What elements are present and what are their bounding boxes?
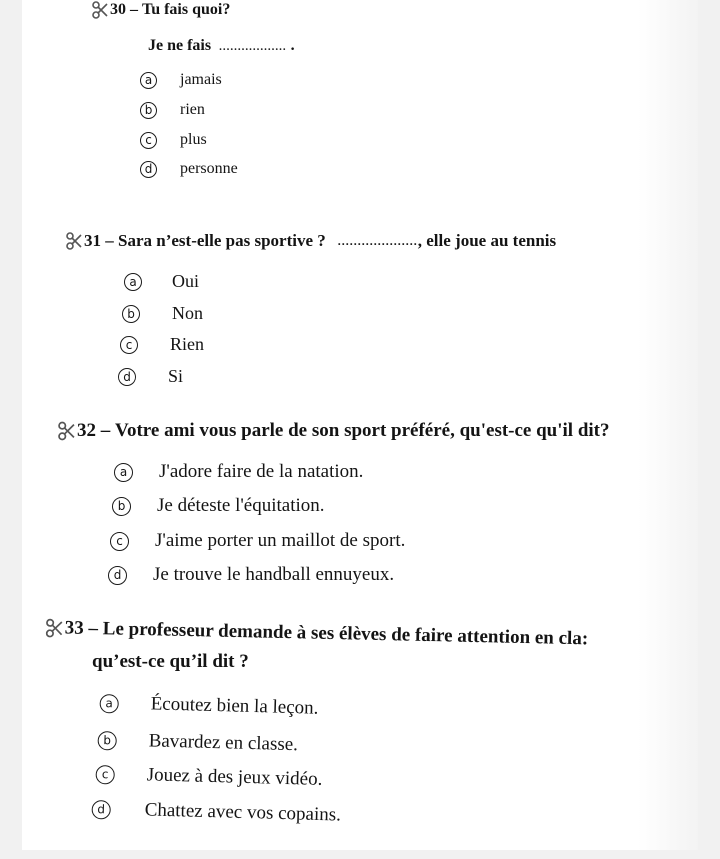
option-letter: b <box>112 497 131 516</box>
option-text: Jouez à des jeux vidéo. <box>146 764 323 790</box>
question-31-number: 31 – <box>84 231 114 250</box>
question-30-stem <box>148 37 295 55</box>
option-letter: b <box>97 730 116 749</box>
option-text: plus <box>180 131 207 148</box>
option-text: Non <box>172 303 203 323</box>
option-letter: c <box>120 336 138 354</box>
option-letter: a <box>124 273 142 291</box>
option-letter: d <box>91 799 110 818</box>
page-shadow <box>638 0 698 850</box>
q32-option-a[interactable] <box>114 461 363 483</box>
option-letter: c <box>95 764 114 783</box>
option-text: Je trouve le handball ennuyeux. <box>153 564 395 585</box>
q31-option-d[interactable] <box>118 366 183 387</box>
question-31-prompt: Sara n’est-elle pas sportive ? <box>118 231 326 250</box>
q30-option-d[interactable] <box>140 160 238 178</box>
question-33-prompt-line2: qu’est-ce qu’il dit ? <box>92 651 249 672</box>
option-text: Rien <box>170 334 204 354</box>
question-33-number: 33 – <box>64 617 99 640</box>
option-text: J'adore faire de la natation. <box>159 461 364 482</box>
q32-option-d[interactable] <box>108 564 394 586</box>
option-text: Je déteste l'équitation. <box>157 495 325 516</box>
scissors-icon <box>46 618 63 638</box>
question-32-prompt: Votre ami vous parle de son sport préféré, qu'est-ce qu'il dit? <box>115 420 610 441</box>
question-31-continuation: , elle joue au tennis <box>417 231 557 250</box>
q31-option-b[interactable] <box>122 303 203 324</box>
question-32-heading <box>58 420 610 442</box>
question-30-number: 30 – <box>110 1 138 18</box>
scissors-icon <box>58 421 75 441</box>
question-30-stem-end: . <box>290 37 295 54</box>
question-30-blank[interactable]: .................. <box>219 41 287 53</box>
option-letter: c <box>110 532 129 551</box>
option-text: Écoutez bien la leçon. <box>150 693 319 719</box>
option-text: Bavardez en classe. <box>148 730 299 756</box>
option-text: rien <box>180 101 205 118</box>
option-text: Chattez avec vos copains. <box>144 799 342 826</box>
q30-option-c[interactable] <box>140 131 207 149</box>
q32-option-c[interactable] <box>110 530 405 552</box>
option-text: J'aime porter un maillot de sport. <box>155 530 406 551</box>
option-letter: d <box>140 161 157 178</box>
question-30-prompt: Tu fais quoi? <box>142 1 231 18</box>
option-text: Oui <box>172 271 199 291</box>
scissors-icon <box>92 1 108 19</box>
option-letter: a <box>140 72 157 89</box>
option-text: jamais <box>180 71 222 88</box>
question-32-number: 32 – <box>77 420 111 441</box>
question-30-stem-text: Je ne fais <box>148 37 212 54</box>
question-30-heading <box>92 1 230 19</box>
q31-option-c[interactable] <box>120 334 204 355</box>
option-letter: b <box>140 102 157 119</box>
option-letter: a <box>114 463 133 482</box>
question-31-blank[interactable]: .................... <box>337 233 418 248</box>
option-letter: b <box>122 305 140 323</box>
q30-option-a[interactable] <box>140 71 222 89</box>
option-letter: d <box>118 368 136 386</box>
q32-option-b[interactable] <box>112 495 325 517</box>
question-31-heading <box>66 231 556 251</box>
q30-option-b[interactable] <box>140 101 205 119</box>
q31-option-a[interactable] <box>124 271 199 292</box>
option-text: Si <box>168 366 184 386</box>
option-letter: d <box>108 566 127 585</box>
option-letter: a <box>99 693 118 712</box>
scissors-icon <box>66 232 82 250</box>
option-text: personne <box>180 160 238 177</box>
option-letter: c <box>140 132 157 149</box>
question-33-prompt-line1: Le professeur demande à ses élèves de faire attention en cla: <box>102 618 589 650</box>
